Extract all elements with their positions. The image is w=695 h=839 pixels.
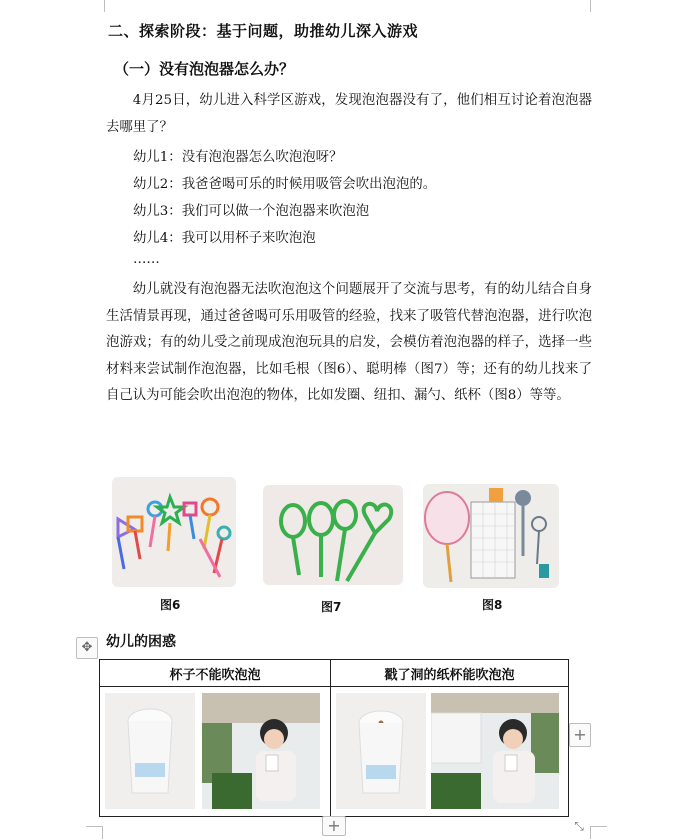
child-blowing-pierced-cup-photo <box>431 693 559 809</box>
section-heading: 二、探索阶段：基于问题，助推幼儿深入游戏 <box>108 22 419 40</box>
colorful-bubble-wands-photo <box>112 477 236 587</box>
crop-mark-bottom-right <box>590 826 607 839</box>
plus-icon: + <box>327 816 341 835</box>
crop-mark-bottom-left <box>86 826 103 839</box>
resize-icon[interactable]: ⤡ <box>574 819 584 833</box>
dialogue-ellipsis: …… <box>133 252 160 267</box>
dialogue-line-3: 幼儿3：我们可以做一个泡泡器来吹泡泡 <box>133 204 370 219</box>
table-row <box>100 687 569 817</box>
confusion-title: 幼儿的困惑 <box>106 634 176 650</box>
table-cell-pierced-cup-photos <box>331 687 569 817</box>
body-paragraph: 幼儿就没有泡泡器无法吹泡泡这个问题展开了交流与思考，有的幼儿结合自身生活情景再现，通过爸爸喝可乐用吸管的经验，找来了吸管代替泡泡器，进行吹泡泡游戏；有的幼儿受之前现成泡泡玩具的启发，会模仿着泡泡器的样子，选择一些材料来尝试制作泡泡器，比如毛根（图6）、聪明棒（图7）等；还有的幼儿找来了自己认为可能会吹出泡泡的物体，比如发圈、纽扣、漏勺、纸杯（图8）等等。 <box>106 282 592 403</box>
crop-mark-top-left <box>86 0 105 12</box>
crop-mark-top-right <box>590 0 609 12</box>
plus-icon: + <box>573 725 587 744</box>
child-blowing-cup-photo <box>202 693 320 809</box>
bubble-wands-image <box>112 477 236 587</box>
child-with-cup-image <box>202 693 320 809</box>
move-icon[interactable]: ✥ <box>76 637 98 659</box>
table-header-cup: 杯子不能吹泡泡 <box>100 660 331 687</box>
table-header-pierced-cup: 戳了洞的纸杯能吹泡泡 <box>331 660 569 687</box>
child-with-pierced-cup-image <box>431 693 559 809</box>
household-objects-photo <box>423 484 559 588</box>
green-wands-image <box>263 485 403 585</box>
figure-8-caption: 图8 <box>482 598 503 612</box>
table-cell-cup-photos <box>100 687 331 817</box>
plain-cup-image <box>105 693 195 809</box>
pierced-cup-image <box>336 693 426 809</box>
dialogue-line-2: 幼儿2：我爸爸喝可乐的时候用吸管会吹出泡泡的。 <box>133 177 437 192</box>
table-header-row <box>100 660 569 687</box>
figure-7-caption: 图7 <box>321 600 342 614</box>
pierced-cup-photo <box>336 693 426 809</box>
subsection-heading: （一）没有泡泡器怎么办？ <box>114 60 295 78</box>
intro-paragraph: 4月25日，幼儿进入科学区游戏，发现泡泡器没有了，他们相互讨论着泡泡器去哪里了？ <box>106 93 592 135</box>
add-row-button[interactable] <box>322 816 346 836</box>
dialogue-line-4: 幼儿4：我可以用杯子来吹泡泡 <box>133 231 316 246</box>
comparison-table <box>99 659 569 817</box>
plain-cup-photo <box>105 693 195 809</box>
dialogue-line-1: 幼儿1：没有泡泡器怎么吹泡泡呀？ <box>133 150 343 165</box>
household-objects-image <box>423 484 559 588</box>
green-pipe-cleaner-wands-photo <box>263 485 403 585</box>
add-column-button[interactable] <box>569 723 591 747</box>
figure-6-caption: 图6 <box>160 598 181 612</box>
